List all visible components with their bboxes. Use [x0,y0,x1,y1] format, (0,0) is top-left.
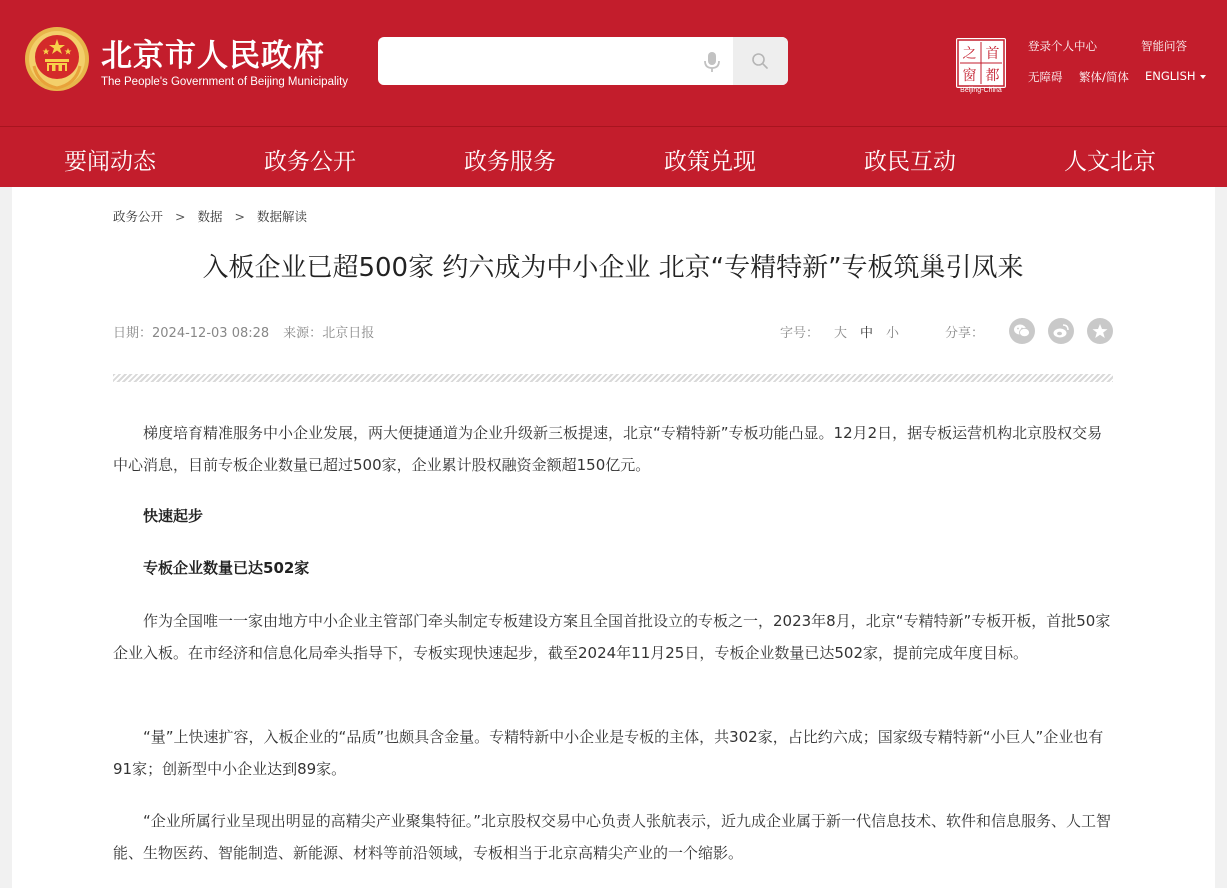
font-size-label: 字号： [780,326,820,341]
font-size-medium[interactable]: 中 [860,326,874,341]
article-paragraph: “量”上快速扩容，入板企业的“品质”也颇具含金量。专精特新中小企业是专板的主体，共302家，占比约六成；国家级专精特新“小巨人”企业也有91家；创新型中小企业达到89家。 [113,728,1104,778]
capital-logo-caption: Beijing-China [960,87,1002,94]
capital-logo-char: 首 [985,46,1000,62]
search-box [378,37,788,85]
article-paragraph: “企业所属行业呈现出明显的高精尖产业聚集特征。”北京股权交易中心负责人张航表示，近九成企业属于新一代信息技术、软件和信息服务、人工智能、生物医药、智能制造、新能源、材料等前沿领域，专板相当于北京高精尖产业的一个缩影。 [113,812,1112,862]
breadcrumb-item[interactable]: 数据解读 [257,209,308,224]
search-button[interactable] [733,37,788,85]
english-link[interactable]: ENGLISH [1145,69,1206,83]
capital-logo-char: 之 [962,46,977,62]
site-title[interactable]: 北京市人民政府 [101,38,325,74]
search-icon [751,52,769,70]
main-nav [0,127,1227,187]
article-paragraph: 作为全国唯一一家由地方中小企业主管部门牵头制定专板建设方案且全国首批设立的专板之一，2023年8月，北京“专精特新”专板开板，首批50家企业入板。在市经济和信息化局牵头指导下，专板实现快速起步，截至2024年11月25日，专板企业数量已达502家，提前完成年度目标。 [113,612,1111,662]
login-link[interactable]: 登录个人中心 [1028,39,1097,53]
nav-item-gov-affairs[interactable]: 政务公开 [264,149,356,175]
wechat-icon[interactable] [1009,318,1035,344]
font-size-small[interactable]: 小 [886,326,900,341]
nav-item-interaction[interactable]: 政民互动 [864,149,956,175]
article-title: 入板企业已超500家 约六成为中小企业 北京“专精特新”专板筑巢引凤来 [202,253,1024,283]
breadcrumb-item[interactable]: 政务公开 [113,209,164,224]
search-input[interactable] [378,37,698,85]
capital-logo-char: 窗 [962,68,977,84]
favorite-icon[interactable] [1087,318,1113,344]
nav-item-policy[interactable]: 政策兑现 [664,149,756,175]
source-name: 北京日报 [322,326,375,341]
section-subheading: 专板企业数量已达502家 [143,559,310,577]
breadcrumb-item[interactable]: 数据 [197,209,223,224]
nav-item-culture[interactable]: 人文北京 [1064,149,1156,175]
date-label: 日期： [113,326,153,341]
traditional-simplified-link[interactable]: 繁体/简体 [1079,70,1129,84]
share-label: 分享： [945,326,985,341]
breadcrumb [113,207,307,225]
site-subtitle: The People's Government of Beijing Municipality [101,76,349,88]
accessibility-link[interactable]: 无障碍 [1028,70,1063,84]
article-paragraph: 梯度培育精准服务中小企业发展，两大便捷通道为企业升级新三板提速，北京“专精特新”专板功能凸显。12月2日，据专板运营机构北京股权交易中心消息，目前专板企业数量已超过500家，企业累计股权融资金额超150亿元。 [113,424,1103,474]
breadcrumb-separator: > [234,209,245,224]
capital-logo-char: 都 [985,68,1000,84]
smart-qa-link[interactable]: 智能问答 [1141,39,1187,53]
weibo-icon[interactable] [1048,318,1074,344]
source-label: 来源： [283,326,323,341]
nav-item-news[interactable]: 要闻动态 [64,149,156,175]
site-header [0,0,1227,127]
article-container [12,187,1215,888]
article-meta [113,322,374,341]
publish-date: 2024-12-03 08:28 [152,326,270,341]
nav-item-services[interactable]: 政务服务 [464,149,556,175]
national-emblem-icon[interactable] [24,26,90,92]
capital-window-logo[interactable] [956,38,1006,88]
microphone-icon[interactable] [700,50,724,74]
hatched-divider [113,374,1113,382]
section-heading: 快速起步 [143,507,204,525]
font-size-large[interactable]: 大 [834,326,848,341]
breadcrumb-separator: > [175,209,186,224]
